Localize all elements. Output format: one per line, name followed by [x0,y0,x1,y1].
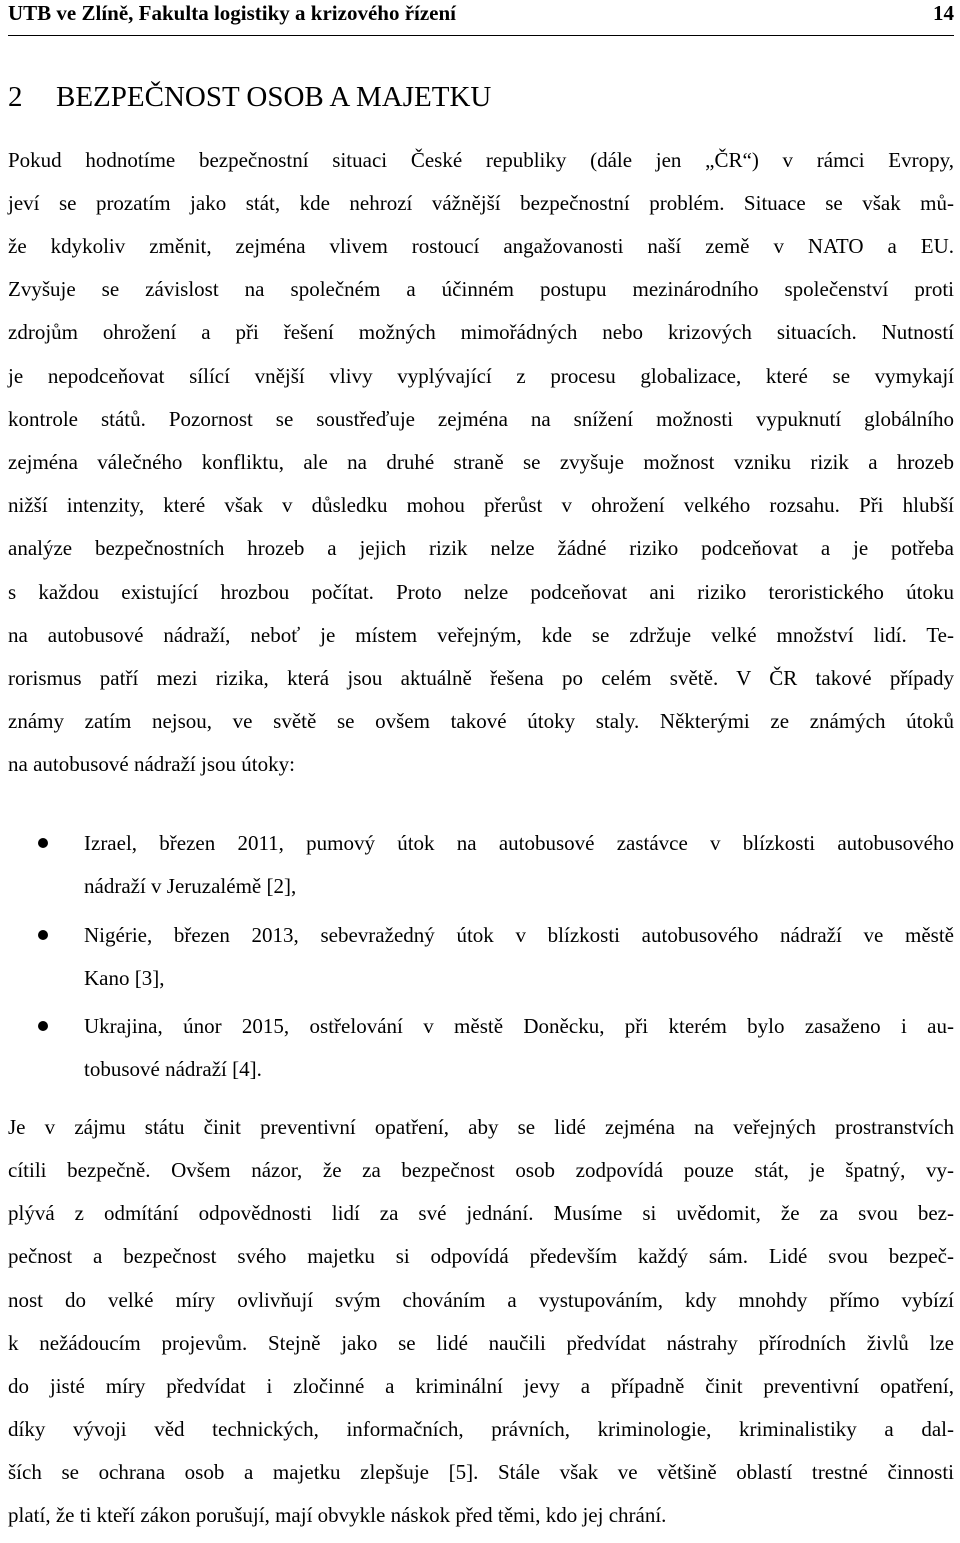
paragraph-line: cítili bezpečně. Ovšem názor, že za bezpečnost osob zodpovídá pouze stát, je špatný, vy- [8,1158,954,1182]
paragraph-line: k nežádoucím projevům. Stejně jako se lidé naučili předvídat nástrahy přírodních živlů lze [8,1331,954,1355]
paragraph-line: Pokud hodnotíme bezpečnostní situaci České republiky (dále jen „ČR“) v rámci Evropy, [8,148,954,172]
chapter-title: BEZPEČNOST OSOB A MAJETKU [56,81,492,113]
list-item-line: Izrael, březen 2011, pumový útok na autobusové zastávce v blízkosti autobusového [84,831,954,855]
paragraph-line: Zvyšuje se závislost na společném a účinném postupu mezinárodního společenství proti [8,277,954,301]
paragraph-line: je nepodceňovat sílící vnější vlivy vyplývající z procesu globalizace, které se vymykají [8,364,954,388]
paragraph-line: zejména válečného konfliktu, ale na druhé straně se zvyšuje možnost vzniku rizik a hrozeb [8,450,954,474]
list-item-line: tobusové nádraží [4]. [84,1057,262,1081]
bullet-icon [38,930,48,940]
paragraph-line: díky vývoji věd technických, informačních, právních, kriminologie, kriminalistiky a dal- [8,1417,954,1441]
paragraph-line: plývá z odmítání odpovědnosti lidí za své jednání. Musíme si uvědomit, že za svou bez- [8,1201,954,1225]
page-number: 14 [933,1,954,25]
list-item-line: Nigérie, březen 2013, sebevražedný útok v blízkosti autobusového nádraží ve městě [84,923,954,947]
header-title: UTB ve Zlíně, Fakulta logistiky a krizového řízení [8,1,457,25]
bullet-icon [38,838,48,848]
paragraph-line: do jisté míry předvídat i zločinné a kriminální jevy a případně činit preventivní opatření, [8,1374,954,1398]
chapter-heading [8,79,491,115]
header-divider [8,35,954,36]
list-item-line: Kano [3], [84,966,165,990]
paragraph-line: na autobusové nádraží, neboť je místem veřejným, kde se zdržuje velké množství lidí. Te- [8,623,954,647]
paragraph-line: Je v zájmu státu činit preventivní opatření, aby se lidé zejména na veřejných prostranstvích [8,1115,954,1139]
paragraph-line: zdrojům ohrožení a při řešení možných mimořádných nebo krizových situacích. Nutností [8,320,954,344]
paragraph-line: nost do velké míry ovlivňují svým chováním a vystupováním, kdy mnohdy přímo vybízí [8,1288,954,1312]
paragraph-line: na autobusové nádraží jsou útoky: [8,752,295,776]
paragraph-line: nižší intenzity, které však v důsledku mohou přerůst v ohrožení velkého rozsahu. Při hlubší [8,493,954,517]
paragraph-line: pečnost a bezpečnost svého majetku si odpovídá především každý sám. Lidé svou bezpeč- [8,1244,954,1268]
paragraph-line: rorismus patří mezi rizika, která jsou aktuálně řešena po celém světě. V ČR takové případy [8,666,954,690]
paragraph-line: s každou existující hrozbou počítat. Proto nelze podceňovat ani riziko teroristického útoku [8,580,954,604]
page-header [8,0,954,30]
paragraph-line: že kdykoliv změnit, zejména vlivem rostoucí angažovanosti naší země v NATO a EU. [8,234,954,258]
chapter-number: 2 [8,81,23,113]
paragraph-line: ších se ochrana osob a majetku zlepšuje [5]. Stále však ve většině oblastí trestné činnosti [8,1460,954,1484]
paragraph-line: kontrole států. Pozornost se soustřeďuje zejména na snížení možnosti vypuknutí globálního [8,407,954,431]
bullet-icon [38,1021,48,1031]
paragraph-line: známy zatím nejsou, ve světě se ovšem takové útoky staly. Některými ze známých útoků [8,709,954,733]
list-item-line: nádraží v Jeruzalémě [2], [84,874,297,898]
paragraph-line: analýze bezpečnostních hrozeb a jejich rizik nelze žádné riziko podceňovat a je potřeba [8,536,954,560]
list-item-line: Ukrajina, únor 2015, ostřelování v městě Doněcku, při kterém bylo zasaženo i au- [84,1014,954,1038]
paragraph-line: jeví se prozatím jako stát, kde nehrozí vážnější bezpečnostní problém. Situace se však mů- [8,191,954,215]
paragraph-line: platí, že ti kteří zákon porušují, mají obvykle náskok před těmi, kdo jej chrání. [8,1503,667,1527]
